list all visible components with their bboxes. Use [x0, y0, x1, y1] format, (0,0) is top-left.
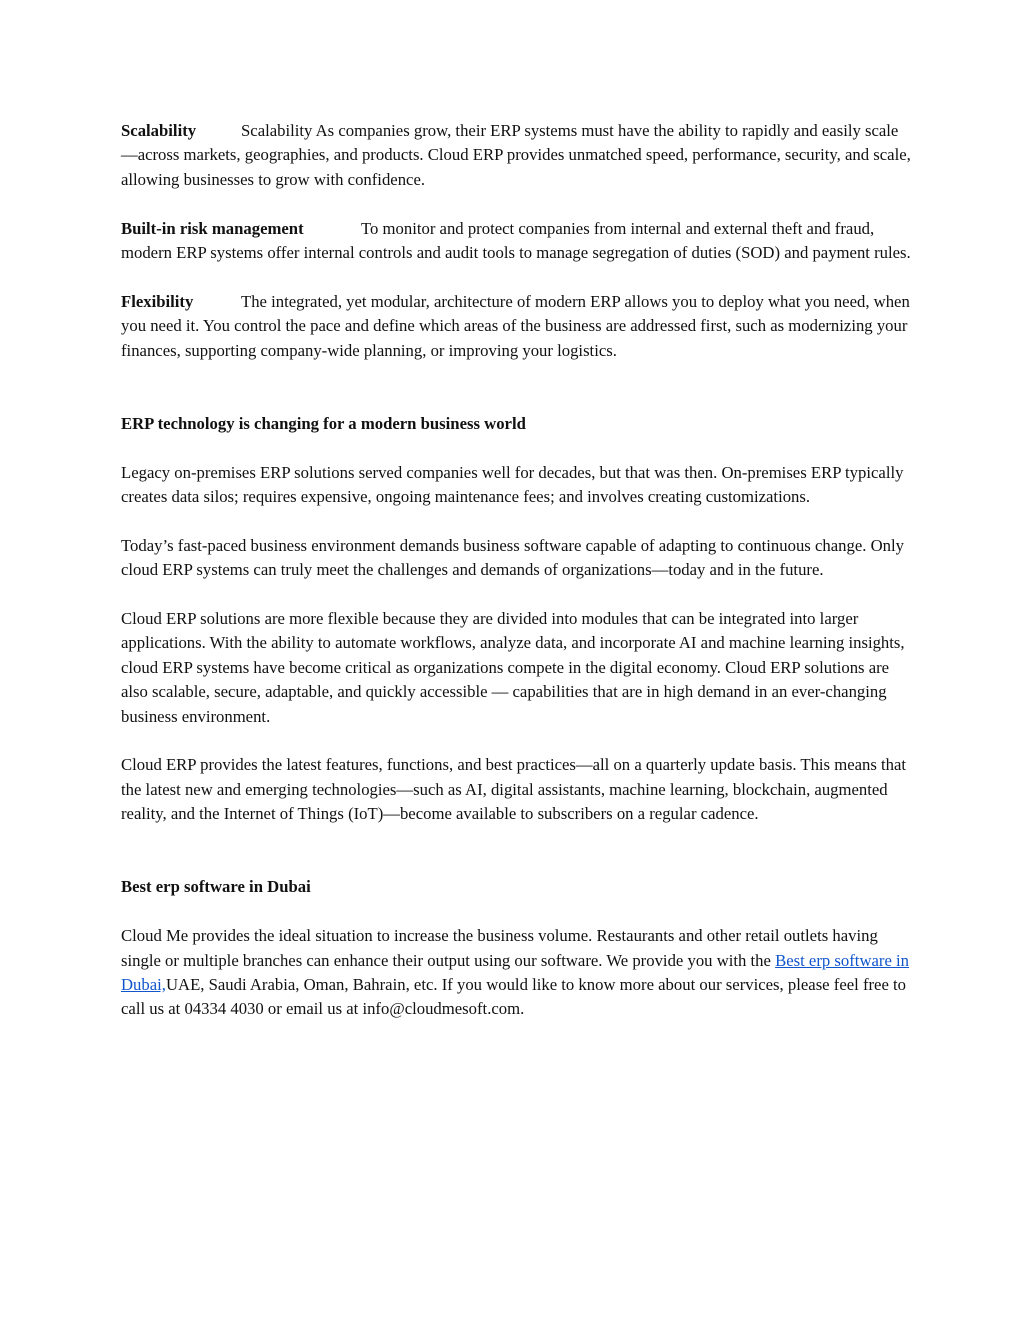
spacer	[121, 851, 911, 875]
document-page	[121, 119, 911, 1046]
scalability-text: Scalability As companies grow, their ERP systems must have the ability to rapidly and easily scale—across markets, geographies, and products. Cloud ERP provides unmatched speed, performance, security, and scale, allowing businesses to grow with confidence.	[121, 121, 911, 189]
risk-management-term: Built-in risk management	[121, 218, 304, 238]
body-paragraph: Legacy on-premises ERP solutions served companies well for decades, but that was then. On-premises ERP typically creates data silos; requires expensive, ongoing maintenance fees; and involves creating customizations.	[121, 462, 904, 507]
body-paragraph: Cloud ERP provides the latest features, functions, and best practices—all on a quarterly update basis. This means that the latest new and emerging technologies—such as AI, digital assistants, machine learning, blockchain, augmented reality, and the Internet of Things (IoT)—become available to subscribers on a regular cadence.	[121, 755, 907, 824]
scalability-term: Scalability	[121, 121, 197, 140]
flexibility-text: The integrated, yet modular, architecture of modern ERP allows you to deploy what you need, when you need it. You control the pace and define which areas of the business are addressed first, such as modernizing your finances, supporting company-wide planning, or improving your logistics.	[121, 291, 910, 360]
section-heading-erp-technology: ERP technology is changing for a modern business world	[121, 413, 526, 433]
contact-text-before-link: Cloud Me provides the ideal situation to increase the business volume. Restaurants and other retail outlets having single or multiple branches can enhance their output using our software. We provide you with the	[121, 926, 878, 970]
best-erp-link[interactable]: Best erp software in Dubai,	[121, 950, 910, 995]
contact-text-after-link: UAE, Saudi Arabia, Oman, Bahrain, etc. If you would like to know more about our services, please feel free to call us at 04334 4030 or email us at info@cloudmesoft.com.	[121, 975, 907, 1019]
body-paragraph: Cloud ERP solutions are more flexible because they are divided into modules that can be integrated into larger applications. With the ability to automate workflows, analyze data, and incorporate AI and machine learning insights, cloud ERP systems have become critical as organizations compete in the digital economy. Cloud ERP solutions are also scalable, secure, adaptable, and quickly accessible — capabilities that are in high demand in an ever-changing business environment.	[121, 609, 905, 726]
risk-management-text: To monitor and protect companies from internal and external theft and fraud, modern ERP systems offer internal controls and audit tools to manage segregation of duties (SOD) and payment rules.	[121, 218, 911, 263]
risk-management-paragraph	[121, 217, 911, 266]
flexibility-term: Flexibility	[121, 291, 194, 311]
spacer	[121, 387, 911, 411]
flexibility-paragraph	[121, 290, 911, 363]
body-paragraph: Today’s fast-paced business environment demands business software capable of adapting to continuous change. Only cloud ERP systems can truly meet the challenges and demands of organizations—today and in the future.	[121, 535, 904, 580]
section-heading-best-erp: Best erp software in Dubai	[121, 877, 311, 897]
scalability-paragraph	[121, 119, 911, 192]
contact-paragraph	[121, 924, 911, 1022]
